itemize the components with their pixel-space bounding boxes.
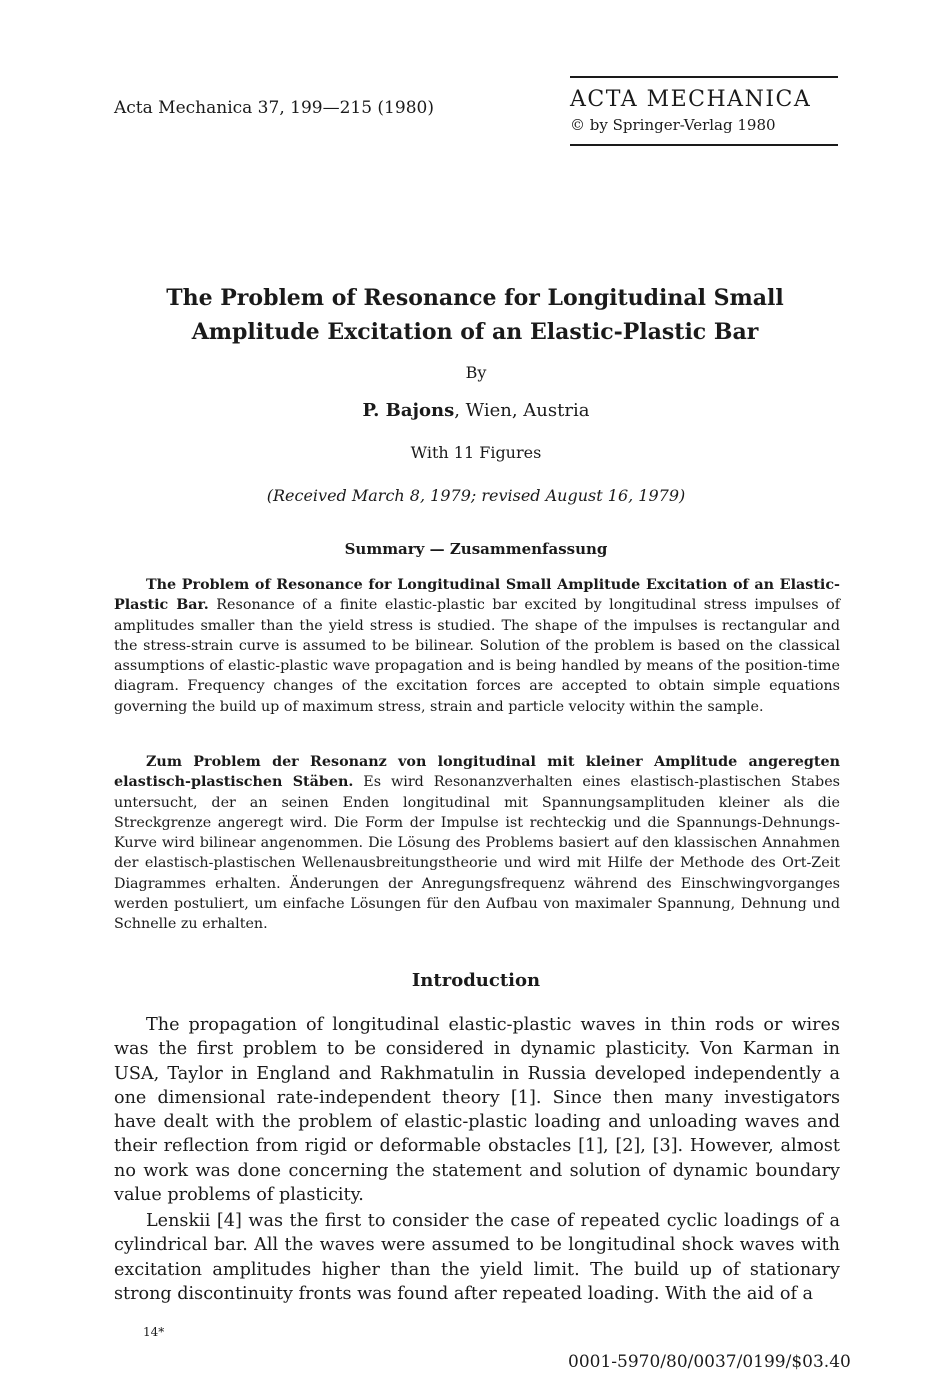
abstract-english-title: The Problem of Resonance for Longitudinal Small Amplitude Excitation of an Elastic-Plastic Bar.: [114, 577, 840, 614]
abstract-english-text: Resonance of a finite elastic-plastic bar excited by longitudinal stress impulses of amplitudes smaller than the yield stress is studied. The shape of the impulses is rectangular and the stress-strain curve is assumed to be bilinear. Solution of the problem is based on the classical assumptions of elastic-plastic wave propagation and is being handled by means of the position-time diagram. Frequency changes of the excitation forces are accepted to obtain simple equations governing the build up of maximum stress, strain and particle velocity within the sample.: [114, 597, 840, 715]
author-name: P. Bajons: [362, 400, 455, 421]
abstract-german: [114, 752, 840, 935]
journal-name: ACTA MECHANICA: [570, 87, 812, 112]
summary-heading: Summary — Zusammenfassung: [344, 540, 608, 558]
article-title: [120, 281, 830, 349]
byline-by: By: [465, 363, 487, 382]
title-line-2: Amplitude Excitation of an Elastic-Plastic Bar: [191, 319, 759, 345]
journal-masthead: [570, 76, 838, 146]
author-location: , Wien, Austria: [454, 400, 590, 421]
figure-count: With 11 Figures: [410, 443, 542, 462]
introduction-heading: Introduction: [411, 970, 541, 991]
printer-signature: 14*: [143, 1325, 165, 1339]
title-line-1: The Problem of Resonance for Longitudinal Small: [166, 285, 784, 311]
price-code: 0001-5970/80/0037/0199/$03.40: [568, 1352, 851, 1372]
abstract-german-text: Es wird Resonanzverhalten eines elastisch-plastischen Stabes untersucht, der an seinen Enden longitudinal mit Spannungsamplituden kleiner als die Streckgrenze angeregt wird. Die Form der Impulse ist rechteckig und die Spannungs-Dehnungs-Kurve wird bilinear angenommen. Die Lösung des Problems basiert auf den klassischen Annahmen der elastisch-plastischen Wellenausbreitungstheorie und wird mit Hilfe der Methode des Ort-Zeit Diagrammes erhalten. Änderungen der Anregungsfrequenz während des Einschwingvorganges werden postuliert, um einfache Lösungen für den Aufbau von maximaler Spannung, Dehnung und Schnelle zu erhalten.: [114, 774, 840, 933]
copyright-line: © by Springer-Verlag 1980: [570, 116, 776, 134]
masthead-top-rule: [570, 76, 838, 78]
author-line: [0, 400, 945, 421]
received-dates: (Received March 8, 1979; revised August 16, 1979): [266, 486, 686, 505]
intro-paragraph-2: Lenskii [4] was the first to consider the case of repeated cyclic loadings of a cylindrical bar. All the waves were assumed to be longitudinal shock waves with excitation amplitudes higher than the yield limit. The build up of stationary strong discontinuity fronts was found after repeated loading. With the aid of a: [114, 1211, 840, 1304]
intro-paragraph-1: The propagation of longitudinal elastic-plastic waves in thin rods or wires was the first problem to be considered in dynamic plasticity. Von Karman in USA, Taylor in England and Rakhmatulin in Russia developed independently a one dimensional rate-independent theory [1]. Since then many investigators have dealt with the problem of elastic-plastic loading and unloading waves and their reflection from rigid or deformable obstacles [1], [2], [3]. However, almost no work was done concerning the statement and solution of dynamic boundary value problems of plasticity.: [114, 1015, 840, 1206]
masthead-bottom-rule: [570, 144, 838, 146]
abstract-german-title: Zum Problem der Resonanz von longitudinal mit kleiner Amplitude angeregten elastisch-plastischen Stäben.: [114, 754, 840, 791]
abstract-english: [114, 575, 840, 717]
journal-citation: Acta Mechanica 37, 199—215 (1980): [114, 98, 434, 118]
